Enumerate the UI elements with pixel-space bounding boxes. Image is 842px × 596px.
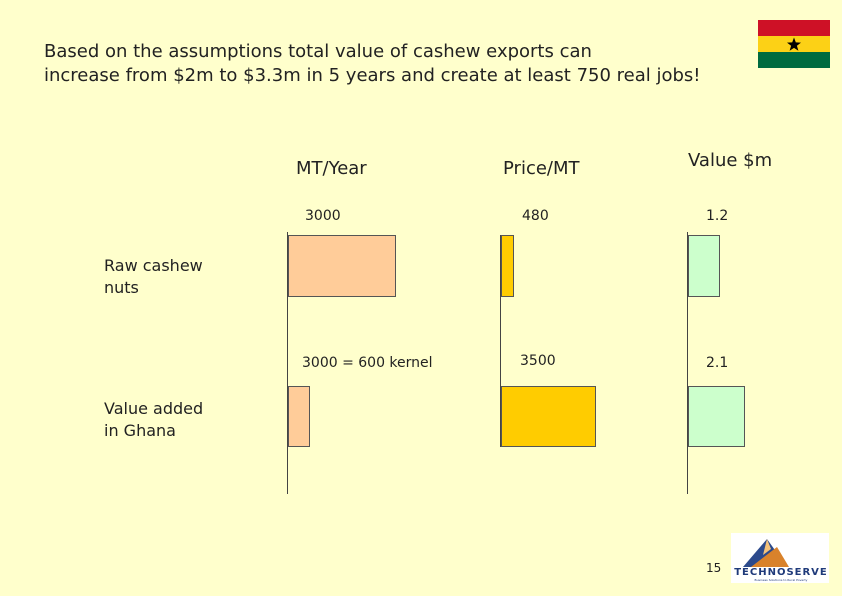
bar-raw-cashew-value <box>688 235 720 297</box>
data-label-added-volume: 3000 = 600 kernel <box>302 355 433 371</box>
column-header-volume: MT/Year <box>296 158 367 179</box>
data-label-added-value: 2.1 <box>706 355 729 371</box>
data-label-raw-volume: 3000 <box>305 208 341 224</box>
bar-value-added-value <box>688 386 745 447</box>
mountain-logo-icon <box>737 535 793 569</box>
bar-value-added-volume <box>288 386 310 447</box>
headline-line-1: Based on the assumptions total value of cashew exports can <box>44 41 592 62</box>
logo-tagline: Business Solutions to Rural Poverty <box>754 578 808 582</box>
headline-line-2: increase from $2m to $3.3m in 5 years and create at least 750 real jobs! <box>44 65 701 86</box>
slide-headline <box>44 40 744 88</box>
data-label-raw-value: 1.2 <box>706 208 729 224</box>
row-label-raw-cashew-line-1: Raw cashew <box>104 256 203 275</box>
flag-red-stripe <box>758 20 830 36</box>
technoserve-logo <box>731 533 829 583</box>
bar-raw-cashew-volume <box>288 235 396 297</box>
logo-name: TECHNOSERVE <box>734 567 828 578</box>
flag-green-stripe <box>758 52 830 68</box>
row-label-value-added-line-1: Value added <box>104 399 204 418</box>
row-label-raw-cashew-line-2: nuts <box>104 278 139 297</box>
ghana-flag-icon <box>758 20 830 68</box>
bar-value-added-price <box>501 386 596 447</box>
column-header-value: Value $m <box>688 150 773 171</box>
row-label-value-added-line-2: in Ghana <box>104 421 176 440</box>
row-label-raw-cashew <box>104 255 203 299</box>
bar-raw-cashew-price <box>501 235 514 297</box>
data-label-added-price: 3500 <box>520 353 556 369</box>
data-label-raw-price: 480 <box>522 208 549 224</box>
column-header-price: Price/MT <box>503 158 580 179</box>
page-number: 15 <box>706 561 722 575</box>
row-label-value-added <box>104 398 203 442</box>
